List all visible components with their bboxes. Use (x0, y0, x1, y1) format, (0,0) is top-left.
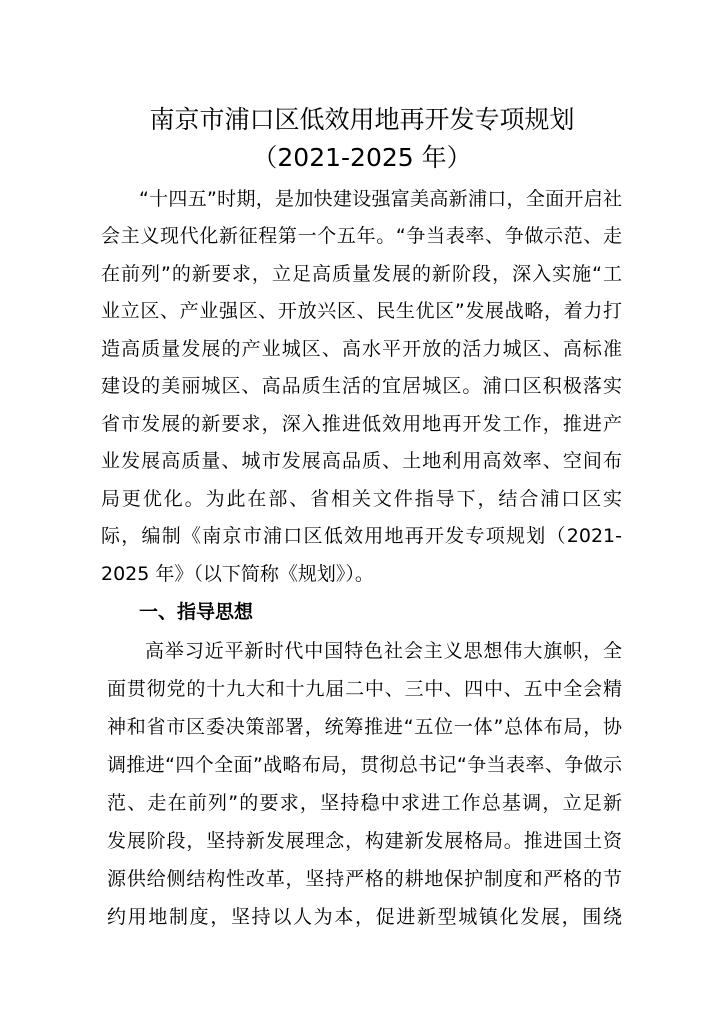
intro-line: 会主义现代化新征程第一个五年。“争当表率、争做示范、走 (101, 225, 622, 247)
body-line: 神和省市区委决策部署，统筹推进“五位一体”总体布局，协 (107, 716, 622, 738)
intro-line: 际，编制《南京市浦口区低效用地再开发专项规划（2021- (101, 525, 622, 547)
body-line: 源供给侧结构性改革，坚持严格的耕地保护制度和严格的节 (107, 868, 622, 890)
intro-line: 在前列”的新要求，立足高质量发展的新阶段，深入实施“工 (101, 263, 622, 285)
section-heading: 一、指导思想 (139, 601, 254, 623)
intro-line: 业发展高质量、城市发展高品质、土地利用高效率、空间布 (101, 450, 622, 472)
body-line: 高举习近平新时代中国特色社会主义思想伟大旗帜，全 (145, 640, 622, 662)
intro-line: 业立区、产业强区、开放兴区、民生优区”发展战略，着力打 (101, 300, 622, 322)
document-title: 南京市浦口区低效用地再开发专项规划 (149, 105, 575, 134)
body-line: 范、走在前列”的要求，坚持稳中求进工作总基调，立足新 (107, 792, 622, 814)
intro-line: 省市发展的新要求，深入推进低效用地再开发工作，推进产 (101, 413, 622, 435)
body-line: 面贯彻党的十九大和十九届二中、三中、四中、五中全会精 (107, 678, 622, 700)
intro-line: 造高质量发展的产业城区、高水平开放的活力城区、高标准 (101, 338, 622, 360)
document-title-years: （2021-2025 年） (252, 143, 472, 172)
body-line: 调推进“四个全面”战略布局，贯彻总书记“争当表率、争做示 (107, 754, 622, 776)
intro-line: 2025 年》（以下简称《规划》）。 (101, 563, 374, 585)
intro-line: 建设的美丽城区、高品质生活的宜居城区。浦口区积极落实 (101, 375, 622, 397)
body-line: 发展阶段，坚持新发展理念，构建新发展格局。推进国土资 (107, 830, 622, 852)
intro-line: “十四五”时期，是加快建设强富美高新浦口，全面开启社 (139, 188, 622, 210)
intro-line: 局更优化。为此在部、省相关文件指导下，结合浦口区实 (101, 488, 622, 510)
body-line: 约用地制度，坚持以人为本，促进新型城镇化发展，围绕 (107, 906, 622, 928)
